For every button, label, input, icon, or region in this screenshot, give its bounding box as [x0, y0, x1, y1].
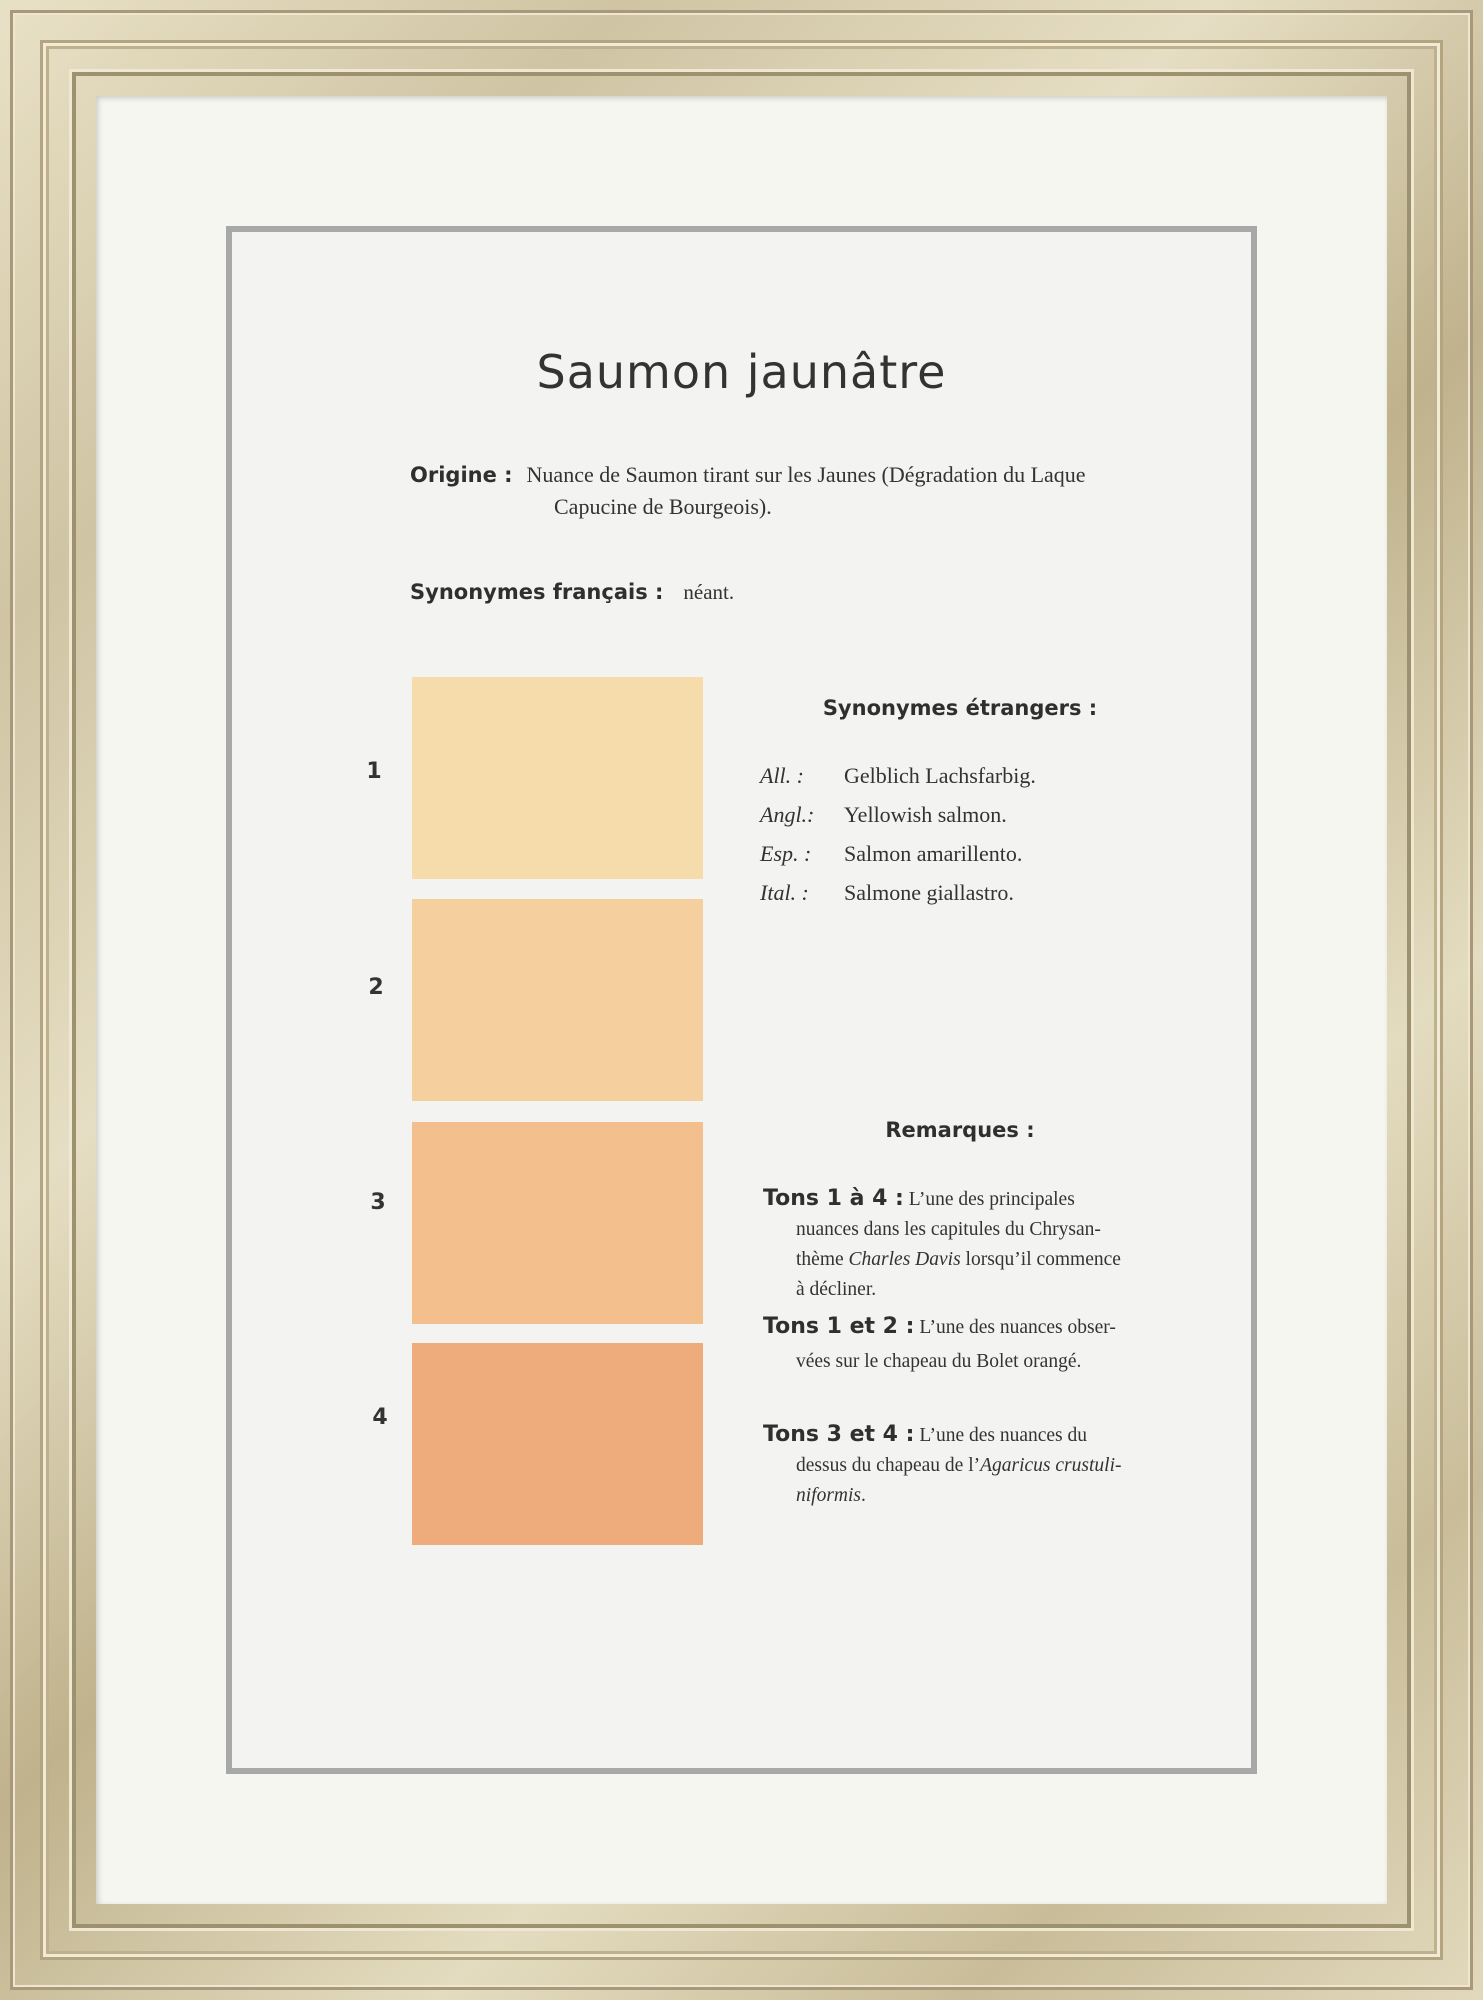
color-swatch-1	[412, 677, 703, 879]
remarque-italic-text: Agaricus crustuli-	[980, 1455, 1122, 1476]
synonym-lang: Angl.:	[760, 802, 815, 827]
remarque-label: Tons 3 et 4 :	[763, 1422, 915, 1447]
swatch-number-2: 2	[368, 975, 384, 1000]
synonymes-etrangers-title: Synonymes étrangers :	[822, 696, 1098, 720]
remarque-text-line	[763, 1451, 1121, 1481]
synonymes-francais-value: néant.	[683, 580, 735, 604]
swatch-number-1: 1	[366, 759, 382, 784]
page-title: Saumon jaunâtre	[536, 345, 947, 399]
origine-text-line1: Nuance de Saumon tirant sur les Jaunes (Dégradation du Laque	[526, 462, 1086, 487]
remarque-text: lorsqu’il commence	[960, 1249, 1121, 1270]
synonymes-francais-label: Synonymes français :	[410, 580, 664, 604]
remarque-tons-1-4	[763, 1184, 1121, 1305]
synonym-lang: Ital. :	[760, 880, 809, 905]
origine-label: Origine :	[410, 463, 513, 487]
remarque-tons-3-4	[763, 1420, 1121, 1511]
remarque-text: vées sur le chapeau du Bolet orangé.	[796, 1351, 1082, 1372]
remarque-text: thème	[796, 1249, 849, 1270]
synonymes-francais-row	[410, 580, 734, 605]
color-swatch-3	[412, 1122, 703, 1324]
remarque-label: Tons 1 et 2 :	[763, 1314, 915, 1339]
origine-text-line2: Capucine de Bourgeois).	[554, 494, 772, 519]
remarques-title: Remarques :	[885, 1118, 1035, 1142]
color-swatch-4	[412, 1343, 703, 1545]
remarque-text: .	[861, 1485, 866, 1506]
remarque-text-line	[763, 1481, 1121, 1511]
remarque-italic-text: niformis	[796, 1485, 862, 1506]
swatch-number-4: 4	[372, 1405, 388, 1430]
remarque-text: nuances dans les capitules du Chrysan-	[796, 1219, 1101, 1240]
synonym-value: Yellowish salmon.	[844, 802, 1007, 827]
remarque-text: dessus du chapeau de l’	[796, 1455, 981, 1476]
synonym-item-all	[760, 763, 1036, 802]
swatch-number-3: 3	[370, 1190, 386, 1215]
remarque-tons-1-2	[763, 1312, 1116, 1377]
remarque-text-line	[763, 1245, 1121, 1275]
synonym-item-angl	[760, 802, 1036, 841]
origine-row	[410, 462, 1086, 488]
synonym-value: Gelblich Lachsfarbig.	[844, 763, 1036, 788]
synonym-value: Salmone giallastro.	[844, 880, 1014, 905]
remarque-italic-text: Charles Davis	[848, 1249, 961, 1270]
synonym-item-esp	[760, 841, 1036, 880]
remarque-text: L’une des nuances du	[919, 1425, 1088, 1446]
remarque-text: L’une des nuances obser-	[919, 1317, 1116, 1338]
synonym-lang: Esp. :	[760, 841, 812, 866]
synonymes-etrangers-list	[760, 763, 1036, 919]
synonym-lang: All. :	[760, 763, 804, 788]
remarque-text: L’une des principales	[908, 1189, 1075, 1210]
synonym-item-ital	[760, 880, 1036, 919]
color-swatch-2	[412, 899, 703, 1101]
remarque-label: Tons 1 à 4 :	[763, 1186, 904, 1211]
synonym-value: Salmon amarillento.	[844, 841, 1023, 866]
remarque-text: à décliner.	[796, 1279, 877, 1300]
